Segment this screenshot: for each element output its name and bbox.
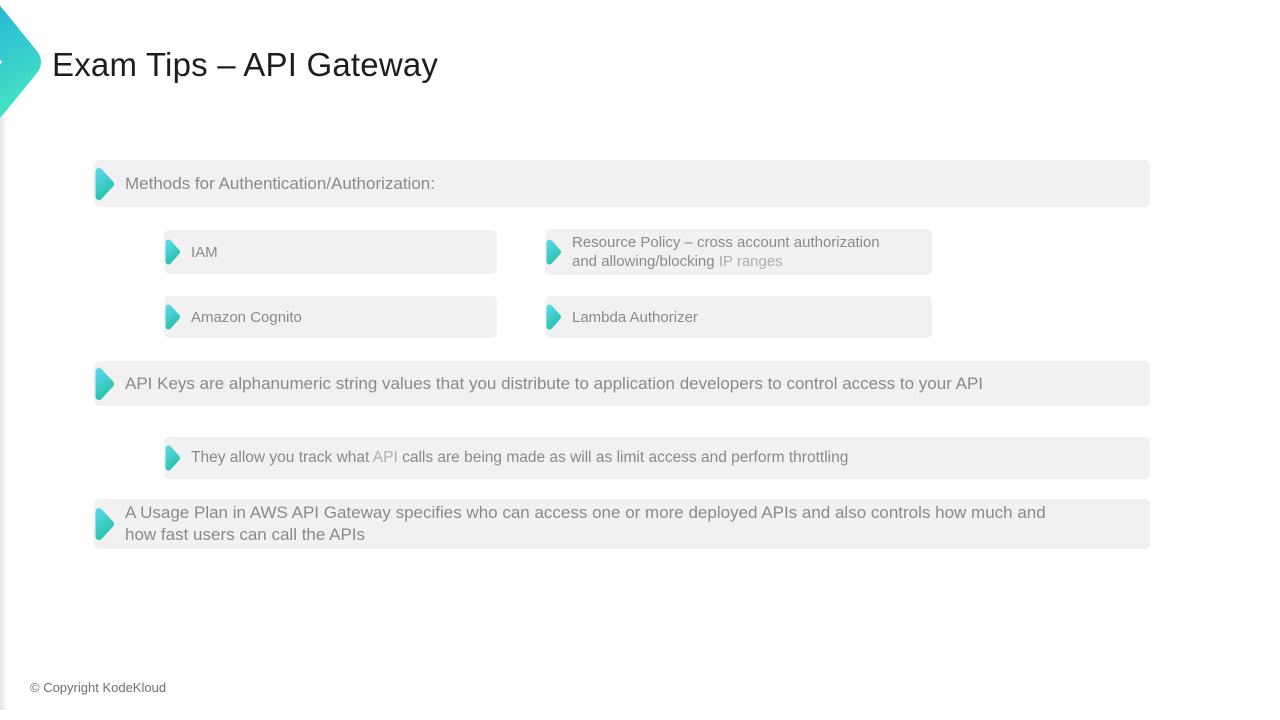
bullet-iam [164, 230, 497, 274]
bullet-api-keys [94, 361, 1150, 406]
copyright-text: © Copyright KodeKloud [30, 680, 167, 695]
bullet-track-calls-label [164, 449, 848, 467]
bullet-chevron-icon [95, 366, 116, 401]
bullet-resource-policy-label [545, 233, 904, 271]
bullet-chevron-icon [546, 303, 563, 331]
track-calls-text-post: calls are being made as will as limit access and perform throttling [397, 449, 849, 466]
bullet-api-keys-label: API Keys are alphanumeric string values that you distribute to application developers to control access to your API [125, 373, 984, 393]
bullet-lambda-authorizer-label: Lambda Authorizer [572, 308, 698, 326]
usage-plan-line2: how fast users can call the APIs [125, 525, 366, 544]
page-title: Exam Tips – API Gateway [52, 46, 439, 83]
slide-accent-chevron-icon [0, 2, 52, 118]
left-edge-shadow [0, 118, 7, 710]
bullet-auth-methods [94, 160, 1150, 207]
bullet-chevron-icon [165, 303, 182, 331]
resource-policy-text: Resource Policy – cross account authorization and allowing/blocking [572, 234, 880, 270]
bullet-resource-policy [545, 229, 932, 275]
bullet-auth-methods-label: Methods for Authentication/Authorization: [125, 173, 435, 193]
bullet-chevron-icon [165, 444, 182, 472]
bullet-chevron-icon [546, 238, 563, 266]
resource-policy-light-text: IP ranges [718, 253, 783, 270]
bullet-usage-plan [94, 499, 1150, 549]
usage-plan-line1: A Usage Plan in AWS API Gateway specifies who can access one or more deployed APIs and also controls how much and [125, 503, 1046, 522]
bullet-track-calls [164, 437, 1150, 479]
bullet-cognito-label: Amazon Cognito [191, 308, 302, 326]
track-calls-api-text: API [372, 449, 398, 466]
bullet-chevron-icon [95, 166, 116, 201]
bullet-iam-label: IAM [191, 243, 218, 261]
bullet-chevron-icon [165, 238, 182, 266]
bullet-cognito [164, 296, 497, 338]
track-calls-text-pre: They allow you track what [191, 449, 373, 466]
bullet-chevron-icon [95, 507, 116, 542]
bullet-lambda-authorizer [545, 296, 932, 338]
bullet-usage-plan-label [94, 502, 1046, 546]
